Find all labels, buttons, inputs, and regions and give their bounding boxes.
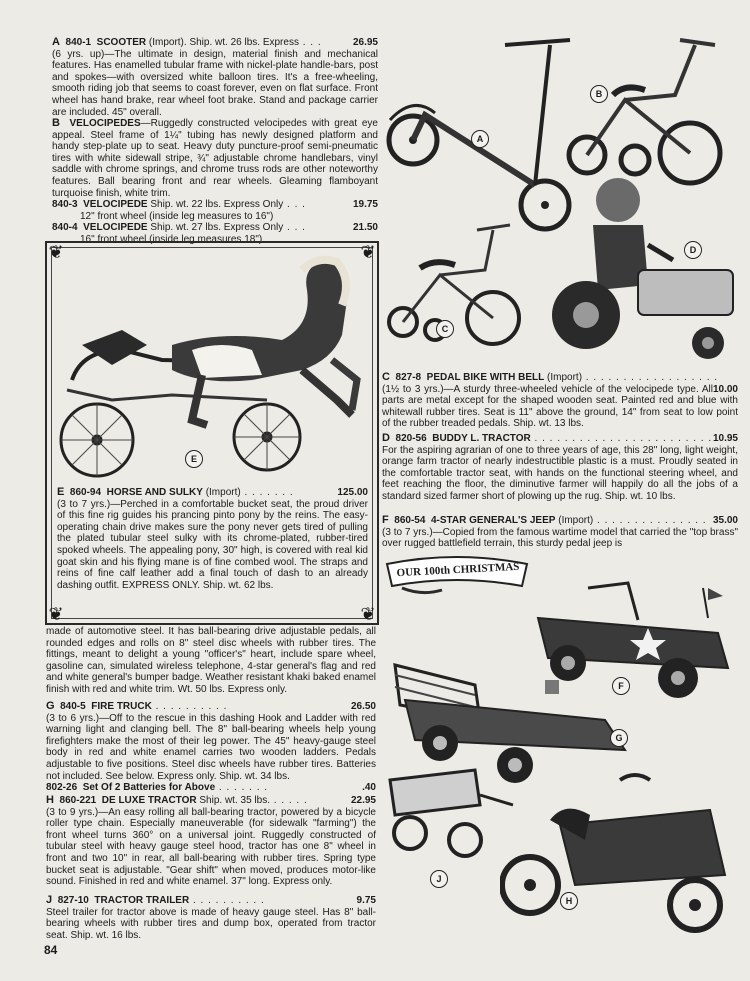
page-number: 84 xyxy=(44,943,58,957)
label-b: B xyxy=(590,85,608,103)
label-e: E xyxy=(185,450,203,468)
entry-pedal-bike: C 827-8 PEDAL BIKE WITH BELL (Import) . . . . . . . . . . . . . . . . . . 10.00 (1½ to 3 yrs.)—A sturdy three-wheeled vehicle of the velocipede type. All parts are metal except for the shaped wooden seat. Painted red and blue with whitewall rubber tires. Seat is 11" above the ground, 14" from seat to low point of the rubber treaded pedals. Ship. wt. 13 lbs. xyxy=(382,371,738,430)
pedal-bike-description: (1½ to 3 yrs.)—A sturdy three-wheeled vehicle of the velocipede type. All parts are metal except for the shaped wooden seat. Painted red and blue with whitewall rubber tires. Seat is 11" above the ground, 14" from seat to low point of the rubber treaded pedals. Ship. wt. 13 lbs. xyxy=(382,383,738,430)
entry-velocipedes: B VELOCIPEDES—Ruggedly constructed velocipedes with great eye appeal. Steel frame of 1¼" tubing has newly designed platform and handy step-plate up to seat. Heavy duty puncture-proof semi-pneumatic tires with white sidewall stripe, ¾" adjustable chrome handlebars, vinyl saddle with chrome springs, and chrome truss rods are other noteworthy features. Ball bearing front and rear wheels. Gleaming flamboyant turquoise finish, white trim. 840-3 VELOCIPEDE Ship. wt. 22 lbs. Express Only . . . 19.75 12" front wheel (inside leg measures to 16") 840-4 VELOCIPEDE Ship. wt. 27 lbs. Express Only . . . 21.50 16" front wheel (inside leg measures 18") xyxy=(52,117,378,245)
entry-scooter: A 840-1 SCOOTER (Import). Ship. wt. 26 lbs. Express . . . 26.95 (6 yrs. up)—The ultimate in design, material finish and mechanical features. Has enamelled tubular frame with nickel-plate handle-bars, post and spokes—with oversized white balloon tires. It's a free-wheeling, smooth riding job that seems to coast forever, even on flat surface. Front wheel has hand brake, rear wheel foot brake. Stand and package carrier are included. 45" overall. xyxy=(52,36,378,118)
fire-truck-description: (3 to 6 yrs.)—Off to the rescue in this dashing Hook and Ladder with red warning light and clanging bell. The 8" ball-bearing wheels help young firefighters make the most of their leg power. The 45" heavy-gauge steel body in red and white enamel carries two wooden ladders. Pedals adjustable to five positions. Steel disc wheels have rubber tires. Batteries not included. See below. Express only. Ship. wt. 34 lbs. xyxy=(46,712,376,782)
label-c: C xyxy=(436,320,454,338)
entry-generals-jeep: F 860-54 4-STAR GENERAL'S JEEP (Import) . . . . . . . . . . . . . . . 35.00 (3 to 7 yrs.)—Copied from the famous wartime model that carried the "top brass" over rugged battlefield terrain, this sturdy pedal jeep is xyxy=(382,514,738,550)
tractor-trailer-description: Steel trailer for tractor above is made of heavy gauge steel. Has 8" ball-bearing wheels with rubber tires and dump box, operated from tractor seat. Ship. wt. 16 lbs. xyxy=(46,906,376,941)
label-g: G xyxy=(610,729,628,747)
label-f: F xyxy=(612,677,630,695)
label-h: H xyxy=(560,892,578,910)
fire-truck-illustration xyxy=(385,625,635,785)
banner-text: OUR 100th CHRISTMAS xyxy=(396,560,520,580)
entry-jeep-continued: made of automotive steel. It has ball-bearing drive adjustable pedals, all rounded edges and rolls on 8" steel disc wheels with rubber tires. The fittings, meant to delight a young "officer's" heart, include spare wheel, gasoline can, simulated wireless telephone, 4-star general's flag and red and white general's bumper badge. Weather resistant khaki baked enamel finish with red and white trim. Wt. 50 lbs. Express only. xyxy=(46,626,376,695)
trailer-illustration xyxy=(385,765,515,865)
velocipede-item-2: 840-4 VELOCIPEDE Ship. wt. 27 lbs. Express Only . . . 21.50 xyxy=(52,222,378,234)
scooter-description: (6 yrs. up)—The ultimate in design, material finish and mechanical features. Has enamelled tubular frame with nickel-plate handle-bars, post and spokes—with oversized white balloon tires. It's a free-wheeling, smooth riding job that seems to coast forever, even on flat surface. Front wheel has hand brake, rear wheel foot brake. Stand and package carrier are included. 45" overall. xyxy=(52,48,378,118)
entry-fire-truck: G 840-5 FIRE TRUCK . . . . . . . . . . 26.50 (3 to 6 yrs.)—Off to the rescue in this dashing Hook and Ladder with red warning light and clanging bell. The 8" ball-bearing wheels help young firefighters make the most of their leg power. The 45" heavy-gauge steel body in red and white enamel carries two wooden ladders. Pedals adjustable to five positions. Steel disc wheels have rubber tires. Batteries not included. See below. Express only. Ship. wt. 34 lbs. 802-26 Set Of 2 Batteries for Above . . . . . . . .40 xyxy=(46,700,376,794)
corner-ornament-icon: ❦ xyxy=(48,604,64,624)
horse-sulky-description: (3 to 7 yrs.)—Perched in a comfortable bucket seat, the proud driver of this fine rig guides his prancing pinto pony by the reins. The easy-operating chain drive makes sure the pony never gets tired of pulling the plated tubular steel sulky with its chrome-plated, rubber-tired spoked wheels. The appealing pony, 30" high, is covered with real kid goat skin and his flying mane is of fine combed wool. The straps and reins of fine calf leather add a final touch of dash to an already dashing outfit. EXPRESS ONLY. Ship. wt. 62 lbs. xyxy=(57,498,368,591)
entry-tractor-trailer: J 827-10 TRACTOR TRAILER . . . . . . . . . . 9.75 Steel trailer for tractor above is made of heavy gauge steel. Has 8" ball-bearing wheels with rubber tires and dump box, operated from tractor seat. Ship. wt. 16 lbs. xyxy=(46,894,376,941)
batteries-item: 802-26 Set Of 2 Batteries for Above . . . . . . . .40 xyxy=(46,782,376,794)
buddy-tractor-description: For the aspiring agrarian of one to three years of age, this 28" long, light weight, orange farm tractor of nearly indestructible plastic is a must. Proudly seated in the comfortable tractor seat, with hands on the functional steering wheel, and feet reaching the floor, the diminutive farmer will happily do all the jobs of a standard sized farmer short of plowing up the rug. Ship. wt. 10 lbs. xyxy=(382,444,738,502)
corner-ornament-icon: ❦ xyxy=(360,242,376,262)
entry-deluxe-tractor: H 860-221 DE LUXE TRACTOR Ship. wt. 35 lbs. . . . . . 22.95 (3 to 9 yrs.)—An easy rolling all ball-bearing tractor, powered by a bicycle roller type chain. Especially maneuverable (for sidewalk "farming") the front wheel turns 360° on a universal joint. Ruggedly constructed of tubular steel with heavy gauge steel hood, tractor has one 8" wheel in front and two 10" in rear, all ball-bearing with rubber tires. Spring type bucket seat is adjustable. "Gear shift" when moved, produces motor-like sound. Finished in red and white enamel. 37" long. Express only. xyxy=(46,794,376,888)
generals-jeep-description: (3 to 7 yrs.)—Copied from the famous wartime model that carried the "top brass" over rugged battlefield terrain, this sturdy pedal jeep is xyxy=(382,526,738,550)
deluxe-tractor-illustration xyxy=(500,765,740,940)
corner-ornament-icon: ❦ xyxy=(360,604,376,624)
label-d: D xyxy=(684,241,702,259)
label-j: J xyxy=(430,870,448,888)
horse-and-sulky-illustration xyxy=(52,250,372,480)
velocipede-item-1: 840-3 VELOCIPEDE Ship. wt. 22 lbs. Express Only . . . 19.75 xyxy=(52,199,378,211)
pedal-bike-illustration xyxy=(385,220,525,350)
corner-ornament-icon: ❦ xyxy=(48,242,64,262)
entry-horse-sulky: E 860-94 HORSE AND SULKY (Import) . . . . . . . 125.00 (3 to 7 yrs.)—Perched in a comfortable bucket seat, the proud driver of this fine rig guides his prancing pinto pony by the reins. The easy-operating chain drive makes sure the pony never gets tired of pulling the plated tubular steel sulky with its chrome-plated, rubber-tired spoked wheels. The appealing pony, 30" high, is covered with real kid goat skin and his flying mane is of fine combed wool. The straps and reins of fine calf leather add a final touch of dash to an already dashing outfit. EXPRESS ONLY. Ship. wt. 62 lbs. xyxy=(57,486,368,591)
entry-buddy-tractor: D 820-56 BUDDY L. TRACTOR . . . . . . . . . . . . . . . . . . . . . . . . 10.95 For the aspiring agrarian of one to three years of age, this 28" long, light weight, orange farm tractor of nearly indestructible plastic is a must. Proudly seated in the comfortable tractor seat, with hands on the functional steering wheel, and feet reaching the floor, the diminutive farmer will happily do all the jobs of a standard sized farmer short of plowing up the rug. Ship. wt. 10 lbs. xyxy=(382,432,738,502)
velocipede-illustration xyxy=(565,35,730,195)
toddler-tractor-illustration xyxy=(548,175,738,365)
deluxe-tractor-description: (3 to 9 yrs.)—An easy rolling all ball-bearing tractor, powered by a bicycle roller type chain. Especially maneuverable (for sidewalk "farming") the front wheel turns 360° on a universal joint. Ruggedly constructed of tubular steel with heavy gauge steel hood, tractor has one 8" wheel in front and two 10" in rear, all ball-bearing with rubber tires. Spring type bucket seat is adjustable. "Gear shift" when moved, produces motor-like sound. Finished in red and white enamel. 37" long. Express only. xyxy=(46,806,376,888)
label-a: A xyxy=(471,130,489,148)
